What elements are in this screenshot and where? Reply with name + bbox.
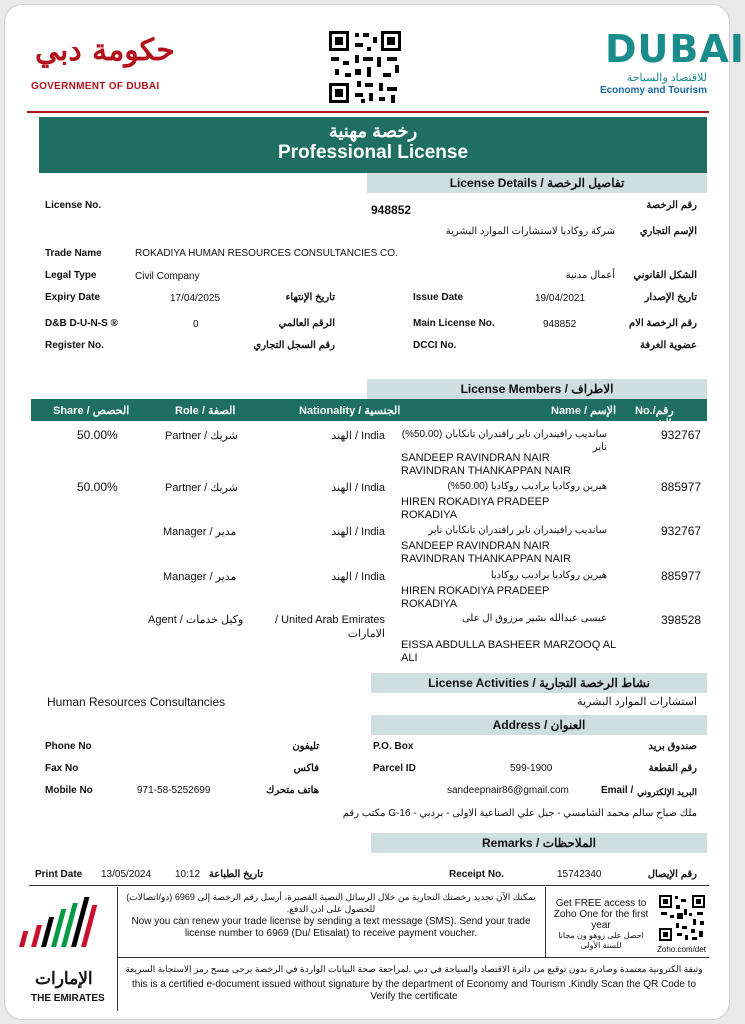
license-no-label: License No. xyxy=(45,200,102,211)
certification-ar: وثيقة الكترونية معتمدة وصادرة بدون توقيع من دائرة الاقتصاد والسياحة في دبي .لمراجعة صحة البيانات الواردة في الرخصة يرجى مسح رمز الاستجابة السريعة xyxy=(125,964,703,974)
member-name-en: SANDEEP RAVINDRAN NAIR RAVINDRAN THANKAPPAN NAIR xyxy=(401,540,571,565)
main-license-ar-label: رقم الرخصة الام xyxy=(628,318,697,329)
member-name-ar: هيرين روكاديا براديب روكاديا xyxy=(490,570,607,581)
qr-code-icon[interactable] xyxy=(325,27,405,107)
legal-type-label: Legal Type xyxy=(45,270,97,281)
activity-en: Human Resources Consultancies xyxy=(47,695,226,709)
header-person-no: No./رقم الشخص xyxy=(635,405,674,430)
fax-ar-label: فاكس xyxy=(293,763,319,774)
member-person-no: 932767 xyxy=(661,428,702,442)
emirates-logo-arabic: الإمارات xyxy=(35,969,93,988)
renew-message-ar: يمكنك الآن تجديد رخصتك التجارية من خلال الرسائل النصية القصيرة، أرسل رقم الرخصة إلى 6969 (دو/اتصالات) للحصول على اذن الدفع. xyxy=(126,892,536,914)
receipt-label: Receipt No. xyxy=(449,869,505,880)
legal-type-ar-value: أعمال مدنية xyxy=(565,270,615,281)
member-role: Agent / وكيل خدمات xyxy=(148,614,244,626)
register-no-label: Register No. xyxy=(45,340,104,351)
duns-value: 0 xyxy=(193,319,199,330)
trade-name-ar-value: شركة روكاديا لاستشارات الموارد البشرية xyxy=(445,226,615,237)
zoho-url[interactable]: Zoho.com/det xyxy=(657,945,706,954)
section-address: Address / العنوان xyxy=(371,715,707,735)
member-name-ar: سانديب رافيندران ناير رافندران تانكابان ناير xyxy=(428,525,607,536)
det-logo-english: Economy and Tourism xyxy=(599,85,707,96)
member-role: Manager / مدير xyxy=(163,526,237,538)
mobile-label: Mobile No xyxy=(45,785,93,796)
member-share: 50.00% xyxy=(77,428,118,442)
email-value[interactable]: sandeepnair86@gmail.com xyxy=(447,785,569,796)
section-license-activities: License Activities / نشاط الرخصة التجارية xyxy=(371,673,707,693)
main-license-label: Main License No. xyxy=(413,318,495,329)
footer-zoho-divider xyxy=(545,887,546,957)
header-role: Role / الصفة xyxy=(175,405,236,417)
phone-label: Phone No xyxy=(45,741,92,752)
dubai-logo: DUBAI xyxy=(605,27,745,71)
section-license-details: License Details / تفاصيل الرخصة xyxy=(367,173,707,193)
member-name-en: HIREN ROKADIYA PRADEEP ROKADIYA xyxy=(401,585,550,610)
title-arabic: رخصة مهنية xyxy=(328,121,418,141)
member-nationality: India / الهند xyxy=(331,430,385,442)
emirates-logo-english: THE EMIRATES xyxy=(31,993,105,1004)
title-english: Professional License xyxy=(277,142,469,163)
member-nationality: India / الهند xyxy=(331,482,385,494)
header-nationality: Nationality / الجنسية xyxy=(299,405,401,417)
title-banner xyxy=(39,117,707,173)
header-divider xyxy=(27,111,709,113)
footer-divider-middle xyxy=(117,957,709,958)
member-name-ar: هيرين روكاديا براديب روكاديا (50.00%) xyxy=(447,481,607,492)
receipt-value: 15742340 xyxy=(557,869,602,880)
zoho-promo-en: Get FREE access to Zoho One for the first year xyxy=(553,898,649,931)
issue-date-value: 19/04/2021 xyxy=(535,293,586,304)
gov-dubai-logo-arabic: حكومة دبي xyxy=(35,33,175,68)
member-role: Manager / مدير xyxy=(163,571,237,583)
emirates-logo-icon xyxy=(31,895,105,951)
parcel-ar-label: رقم القطعة xyxy=(648,763,697,774)
footer-vertical-divider xyxy=(117,887,118,1011)
parcel-label: Parcel ID xyxy=(373,763,416,774)
issue-date-label: Issue Date xyxy=(413,292,464,303)
header-share: Share / الحصص xyxy=(53,405,130,417)
fax-label: Fax No xyxy=(45,763,79,774)
license-document xyxy=(4,4,745,1020)
member-role: Partner / شريك xyxy=(165,430,238,442)
member-role: Partner / شريك xyxy=(165,482,238,494)
email-ar-label: البريد الإلكتروني xyxy=(636,787,697,797)
member-nationality: India / الهند xyxy=(331,571,385,583)
member-person-no: 932767 xyxy=(661,524,702,538)
duns-label: D&B D-U-N-S ® xyxy=(45,318,118,329)
member-person-no: 885977 xyxy=(661,569,702,583)
phone-ar-label: تليفون xyxy=(292,741,319,752)
renew-message-en: Now you can renew your trade license by sending a text message (SMS). Send your trade license number to 6969 (Du/ Etisalat) to receive payment voucher. xyxy=(131,916,531,939)
mobile-ar-label: هاتف متحرك xyxy=(266,785,319,796)
zoho-promo-ar: احصل على زوهو ون مجانا للسنة الأولى xyxy=(558,931,644,950)
print-date-ar-label: تاريخ الطباعة xyxy=(208,869,263,880)
member-nationality: India / الهند xyxy=(331,526,385,538)
section-remarks: Remarks / الملاحظات xyxy=(371,833,707,853)
members-table-header xyxy=(31,399,707,430)
print-date-label: Print Date xyxy=(35,869,83,880)
license-no-label-ar: رقم الرخصة xyxy=(646,200,697,211)
mobile-value: 971-58-5252699 xyxy=(137,785,211,796)
det-logo-arabic: للاقتصاد والسياحة xyxy=(626,72,707,84)
trade-name-label: Trade Name xyxy=(45,248,102,259)
member-nationality: United Arab Emirates / الامارات xyxy=(274,614,385,640)
parcel-value: 599-1900 xyxy=(510,763,553,774)
expiry-date-label: Expiry Date xyxy=(45,292,101,303)
member-name-ar-line2: ناير xyxy=(592,442,607,453)
receipt-ar-label: رقم الإيصال xyxy=(647,869,697,880)
gov-dubai-logo-english: GOVERNMENT OF DUBAI xyxy=(31,81,160,92)
pobox-ar-label: صندوق بريد xyxy=(648,741,697,752)
member-share: 50.00% xyxy=(77,480,118,494)
main-license-value: 948852 xyxy=(543,319,577,330)
member-person-no: 398528 xyxy=(661,613,702,627)
trade-name-value: ROKADIYA HUMAN RESOURCES CONSULTANCIES CO. xyxy=(135,248,398,259)
print-date-value: 13/05/2024 xyxy=(101,869,152,880)
register-no-ar-label: رقم السجل التجاري xyxy=(253,340,335,351)
certification-en: this is a certified e-document issued without signature by the department of Economy and Tourism .Kindly Scan the QR Code to Verify the certificate xyxy=(132,979,696,1002)
member-name-en: EISSA ABDULLA BASHEER MARZOOQ AL ALI xyxy=(401,639,616,664)
member-name-en: SANDEEP RAVINDRAN NAIR RAVINDRAN THANKAPPAN NAIR xyxy=(401,452,571,477)
dcci-no-label: DCCI No. xyxy=(413,340,457,351)
header-name: Name / الإسم xyxy=(551,405,617,417)
dcci-no-ar-label: عضوية الغرفة xyxy=(639,340,697,351)
member-name-ar: سانديب رافيندران ناير رافندران تانكابان (50.00%) xyxy=(401,429,607,440)
activity-ar: استشارات الموارد البشرية xyxy=(577,696,697,708)
zoho-qr-code-icon[interactable] xyxy=(657,893,707,943)
email-label: Email / xyxy=(601,785,634,796)
member-name-ar: عيسى عبدالله بشير مرزوق ال على xyxy=(461,613,607,624)
footer-divider-top xyxy=(29,885,709,886)
license-no-value: 948852 xyxy=(371,203,412,217)
legal-type-value: Civil Company xyxy=(135,271,200,282)
full-address-ar: ملك صباح سالم محمد الشامسي - جبل علي الصناعية الاولى - بردبي - G-16 مكتب رقم xyxy=(342,808,697,819)
pobox-label: P.O. Box xyxy=(373,741,414,752)
print-time-value: 10:12 xyxy=(175,869,201,880)
duns-ar-label: الرقم العالمي xyxy=(278,318,335,329)
expiry-date-value: 17/04/2025 xyxy=(170,293,221,304)
member-name-en: HIREN ROKADIYA PRADEEP ROKADIYA xyxy=(401,496,550,521)
trade-name-ar-label: الإسم التجاري xyxy=(639,226,697,237)
expiry-date-ar-label: تاريخ الإنتهاء xyxy=(285,292,335,303)
section-license-members: License Members / الاطراف xyxy=(367,379,707,399)
issue-date-ar-label: تاريخ الإصدار xyxy=(644,292,697,303)
legal-type-ar-label: الشكل القانوني xyxy=(633,270,697,281)
member-person-no: 885977 xyxy=(661,480,702,494)
